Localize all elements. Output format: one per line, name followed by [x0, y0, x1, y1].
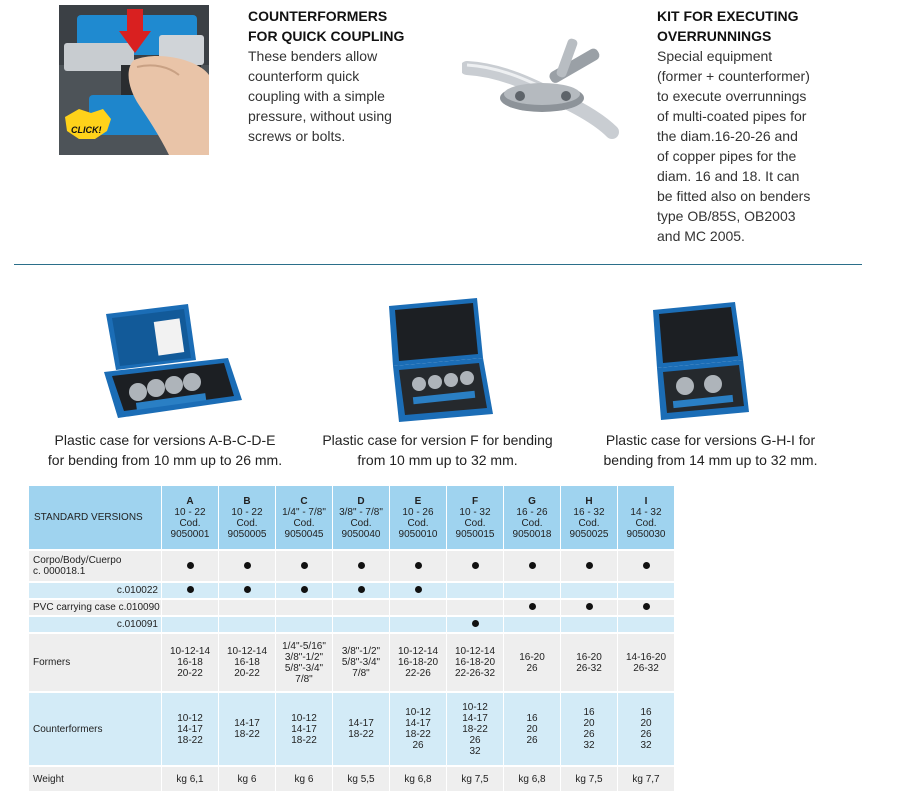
- case-caption-g-i: [588, 430, 833, 470]
- case-code-label: c.010090: [118, 602, 160, 613]
- standard-versions-header: STANDARD VERSIONS: [29, 486, 161, 549]
- version-header: [219, 486, 275, 549]
- cell-line: 22-26: [405, 668, 431, 679]
- table-cell: [390, 693, 446, 765]
- table-cell: [390, 551, 446, 581]
- table-cell: [504, 617, 560, 632]
- case-caption-line: for bending from 10 mm up to 26 mm.: [47, 452, 283, 468]
- table-cell: [618, 551, 674, 581]
- cell-line: 26-32: [633, 662, 659, 674]
- table-cell: [561, 693, 617, 765]
- version-range: 16 - 32: [573, 506, 605, 518]
- table-cell: [276, 583, 332, 598]
- version-range: 10 - 22: [174, 506, 206, 518]
- cell-line: 14-17: [348, 718, 374, 729]
- version-header: [618, 486, 674, 549]
- cell-line: 20-22: [234, 668, 260, 679]
- row-label: [29, 600, 161, 615]
- cell-line: 16-18: [234, 657, 260, 668]
- version-header: [504, 486, 560, 549]
- versions-table: [28, 484, 675, 793]
- availability-dot: [643, 603, 650, 610]
- version-letter: D: [357, 495, 365, 507]
- feature-text: screws or bolts.: [248, 128, 346, 144]
- cell-line: 16: [583, 707, 595, 718]
- table-cell: [333, 617, 389, 632]
- feature-text: be fitted also on benders: [657, 188, 811, 204]
- cell-line: 5/8"-3/4": [284, 662, 324, 674]
- cell-line: 10-12-14: [454, 646, 496, 657]
- cell-line: 20-22: [177, 668, 203, 679]
- cell-line: 26: [469, 734, 481, 746]
- table-cell: [162, 600, 218, 615]
- cell-line: 10-12: [405, 707, 431, 718]
- version-range: 10 - 32: [459, 506, 491, 518]
- feature-text: the diam.16-20-26 and: [657, 128, 798, 144]
- version-header: [162, 486, 218, 549]
- table-row-formers: [29, 634, 674, 691]
- feature-text: Special equipment: [657, 48, 773, 64]
- cell-line: 16-18: [177, 657, 203, 668]
- table-cell: [561, 634, 617, 691]
- cell-line: 10-12: [291, 712, 317, 724]
- formers-label: Formers: [29, 634, 161, 691]
- case-code-label: c.010091: [29, 617, 161, 632]
- table-cell: [219, 617, 275, 632]
- version-range: 1/4" - 7/8": [282, 506, 326, 518]
- availability-dot: [415, 562, 422, 569]
- cell-line: 14-17: [177, 723, 203, 735]
- availability-dot: [187, 586, 194, 593]
- cell-line: 18-22: [291, 734, 317, 746]
- table-cell: [618, 693, 674, 765]
- cell-line: 26: [526, 734, 538, 746]
- feature-text: type OB/85S, OB2003: [657, 208, 796, 224]
- table-cell: [162, 634, 218, 691]
- availability-dot: [244, 586, 251, 593]
- table-cell: [390, 600, 446, 615]
- cell-line: 10-12-14: [226, 646, 268, 657]
- version-header: [561, 486, 617, 549]
- case-image-f: [385, 296, 495, 431]
- section-divider: [14, 264, 862, 265]
- availability-dot: [586, 562, 593, 569]
- cell-line: 22-26-32: [454, 668, 496, 679]
- cell-line: 26: [526, 662, 538, 674]
- cod-label: Cod.: [407, 517, 429, 529]
- version-code: 9050001: [170, 528, 210, 540]
- cell-line: 18-22: [177, 734, 203, 746]
- version-code: 9050005: [227, 528, 267, 540]
- cell-line: 16: [526, 712, 538, 724]
- cell-line: 32: [469, 745, 481, 757]
- table-cell: [447, 634, 503, 691]
- table-cell: [219, 551, 275, 581]
- weight-value: kg 6,8: [504, 767, 560, 791]
- table-cell: [504, 583, 560, 598]
- version-range: 16 - 26: [516, 506, 548, 518]
- case-caption-f: [300, 430, 575, 470]
- overrunning-kit-photo: [462, 30, 622, 140]
- cell-line: 32: [583, 740, 595, 751]
- cell-line: 14-16-20: [625, 651, 667, 663]
- cell-line: 32: [640, 740, 652, 751]
- table-cell: [162, 583, 218, 598]
- table-cell: [618, 583, 674, 598]
- table-cell: [561, 551, 617, 581]
- table-cell: [447, 551, 503, 581]
- weight-value: kg 6: [276, 767, 332, 791]
- availability-dot: [301, 562, 308, 569]
- availability-dot: [244, 562, 251, 569]
- version-letter: C: [300, 495, 308, 507]
- weight-value: kg 7,5: [561, 767, 617, 791]
- version-letter: F: [471, 495, 479, 507]
- feature-text: (former + counterformer): [657, 68, 810, 84]
- availability-dot: [358, 586, 365, 593]
- cell-line: 20: [526, 723, 538, 735]
- availability-dot: [529, 562, 536, 569]
- table-cell: [276, 551, 332, 581]
- table-row-case: [29, 617, 674, 632]
- table-cell: [219, 600, 275, 615]
- counterformers-label: Counterformers: [29, 693, 161, 765]
- table-cell: [162, 551, 218, 581]
- table-row-case: [29, 600, 674, 615]
- table-cell: [390, 583, 446, 598]
- cell-line: 10-12-14: [397, 646, 439, 657]
- table-cell: [504, 600, 560, 615]
- feature-title: KIT FOR EXECUTING: [657, 8, 799, 24]
- feature-text: to execute overrunnings: [657, 88, 807, 104]
- availability-dot: [643, 562, 650, 569]
- cell-line: 18-22: [405, 729, 431, 740]
- table-cell: [447, 600, 503, 615]
- table-cell: [504, 551, 560, 581]
- version-letter: E: [414, 495, 422, 507]
- weight-label: Weight: [29, 767, 161, 791]
- availability-dot: [187, 562, 194, 569]
- cod-label: Cod.: [521, 517, 543, 529]
- cod-label: Cod.: [236, 517, 258, 529]
- table-cell: [447, 583, 503, 598]
- table-cell: [333, 693, 389, 765]
- case-caption-line: Plastic case for versions A-B-C-D-E: [54, 432, 276, 448]
- cell-line: 16-18-20: [397, 657, 439, 668]
- version-letter: H: [585, 495, 593, 507]
- row-label: [29, 551, 161, 581]
- table-header-row: [29, 486, 674, 549]
- table-cell: [561, 600, 617, 615]
- cod-label: Cod.: [464, 517, 486, 529]
- case-caption-line: bending from 14 mm up to 32 mm.: [603, 452, 818, 468]
- feature-text: These benders allow: [248, 48, 378, 64]
- table-row-counterformers: [29, 693, 674, 765]
- version-letter: B: [243, 495, 251, 507]
- weight-value: kg 6,8: [390, 767, 446, 791]
- table-cell: [219, 693, 275, 765]
- case-image-a-e: [96, 300, 246, 427]
- table-cell: [162, 617, 218, 632]
- table-row-body: [29, 551, 674, 581]
- version-code: 9050018: [512, 528, 552, 540]
- table-cell: [219, 634, 275, 691]
- feature-title: COUNTERFORMERS: [248, 8, 388, 24]
- table-cell: [333, 634, 389, 691]
- table-cell: [504, 634, 560, 691]
- availability-dot: [529, 603, 536, 610]
- feature-text: of copper pipes for the: [657, 148, 797, 164]
- version-letter: I: [644, 495, 648, 507]
- cell-line: 7/8": [295, 673, 313, 685]
- feature-text: diam. 16 and 18. It can: [657, 168, 800, 184]
- availability-dot: [415, 586, 422, 593]
- body-code: c. 000018.1: [33, 566, 86, 577]
- feature-title: OVERRUNNINGS: [657, 28, 772, 44]
- cell-line: 10-12: [462, 701, 488, 713]
- version-code: 9050040: [341, 528, 381, 540]
- table-cell: [333, 551, 389, 581]
- table-cell: [219, 583, 275, 598]
- case-code-label: c.010022: [29, 583, 161, 598]
- version-header: [390, 486, 446, 549]
- cell-line: 10-12-14: [169, 646, 211, 657]
- cell-line: 14-17: [462, 712, 488, 724]
- feature-text: coupling with a simple: [248, 88, 385, 104]
- table-cell: [447, 617, 503, 632]
- version-code: 9050025: [569, 528, 609, 540]
- cell-line: 14-17: [291, 723, 317, 735]
- pvc-case-label: PVC carrying case: [33, 602, 116, 613]
- cell-line: 5/8"-3/4": [341, 657, 381, 668]
- cell-line: 16-20: [519, 651, 545, 663]
- table-row-weight: [29, 767, 674, 791]
- table-row-case: [29, 583, 674, 598]
- cell-line: 14-17: [234, 718, 260, 729]
- weight-value: kg 7,7: [618, 767, 674, 791]
- cell-line: 7/8": [352, 668, 370, 679]
- cod-label: Cod.: [635, 517, 657, 529]
- cell-line: 18-22: [234, 729, 260, 740]
- table-cell: [333, 583, 389, 598]
- table-cell: [390, 634, 446, 691]
- table-cell: [618, 634, 674, 691]
- weight-value: kg 5,5: [333, 767, 389, 791]
- quick-coupling-photo: [59, 5, 209, 155]
- feature-text: and MC 2005.: [657, 228, 745, 244]
- table-cell: [447, 693, 503, 765]
- table-cell: [618, 600, 674, 615]
- click-label: CLICK!: [71, 125, 102, 135]
- weight-value: kg 6,1: [162, 767, 218, 791]
- feature-text: of multi-coated pipes for: [657, 108, 807, 124]
- weight-value: kg 6: [219, 767, 275, 791]
- version-code: 9050030: [626, 528, 666, 540]
- weight-value: kg 7,5: [447, 767, 503, 791]
- cell-line: 20: [583, 718, 595, 729]
- case-caption-line: Plastic case for versions G-H-I for: [605, 432, 816, 448]
- feature-text: counterform quick: [248, 68, 360, 84]
- cell-line: 10-12: [177, 712, 203, 724]
- table-cell: [276, 600, 332, 615]
- feature-text: pressure, without using: [248, 108, 392, 124]
- cell-line: 20: [640, 718, 652, 729]
- availability-dot: [358, 562, 365, 569]
- table-cell: [561, 583, 617, 598]
- table-cell: [618, 617, 674, 632]
- cell-line: 26-32: [576, 662, 602, 674]
- version-header: [276, 486, 332, 549]
- version-range: 10 - 22: [231, 506, 263, 518]
- version-header: [447, 486, 503, 549]
- cell-line: 26: [583, 729, 595, 740]
- cod-label: Cod.: [350, 517, 372, 529]
- version-letter: A: [186, 495, 194, 507]
- cell-line: 16-20: [576, 651, 602, 663]
- cod-label: Cod.: [578, 517, 600, 529]
- cell-line: 26: [640, 729, 652, 740]
- feature-quick-coupling: [248, 6, 448, 146]
- availability-dot: [301, 586, 308, 593]
- cell-line: 16-18-20: [454, 657, 496, 668]
- availability-dot: [472, 620, 479, 627]
- feature-overrunning-kit: [657, 6, 877, 246]
- cod-label: Cod.: [293, 517, 315, 529]
- table-cell: [162, 693, 218, 765]
- table-cell: [504, 693, 560, 765]
- cell-line: 1/4"-5/16": [282, 640, 326, 652]
- version-range: 3/8" - 7/8": [339, 506, 383, 518]
- availability-dot: [586, 603, 593, 610]
- cell-line: 3/8"-1/2": [341, 646, 381, 657]
- table-cell: [276, 634, 332, 691]
- feature-title: FOR QUICK COUPLING: [248, 28, 405, 44]
- table-cell: [390, 617, 446, 632]
- case-caption-line: from 10 mm up to 32 mm.: [357, 452, 518, 468]
- cell-line: 14-17: [405, 718, 431, 729]
- version-code: 9050045: [284, 528, 324, 540]
- version-code: 9050015: [455, 528, 495, 540]
- cod-label: Cod.: [179, 517, 201, 529]
- table-cell: [333, 600, 389, 615]
- cell-line: 18-22: [462, 723, 488, 735]
- cell-line: 26: [412, 740, 424, 751]
- cell-line: 18-22: [348, 729, 374, 740]
- cell-line: 16: [640, 707, 652, 718]
- version-letter: G: [528, 495, 536, 507]
- availability-dot: [472, 562, 479, 569]
- case-image-g-i: [651, 302, 751, 427]
- case-caption-line: Plastic case for version F for bending: [322, 432, 553, 448]
- version-code: 9050010: [398, 528, 438, 540]
- version-range: 10 - 26: [402, 506, 434, 518]
- version-header: [333, 486, 389, 549]
- table-cell: [276, 617, 332, 632]
- cell-line: 3/8"-1/2": [284, 651, 324, 663]
- version-range: 14 - 32: [630, 506, 662, 518]
- table-cell: [276, 693, 332, 765]
- table-cell: [561, 617, 617, 632]
- body-label: Corpo/Body/Cuerpo: [33, 555, 122, 566]
- case-caption-a-e: [30, 430, 300, 470]
